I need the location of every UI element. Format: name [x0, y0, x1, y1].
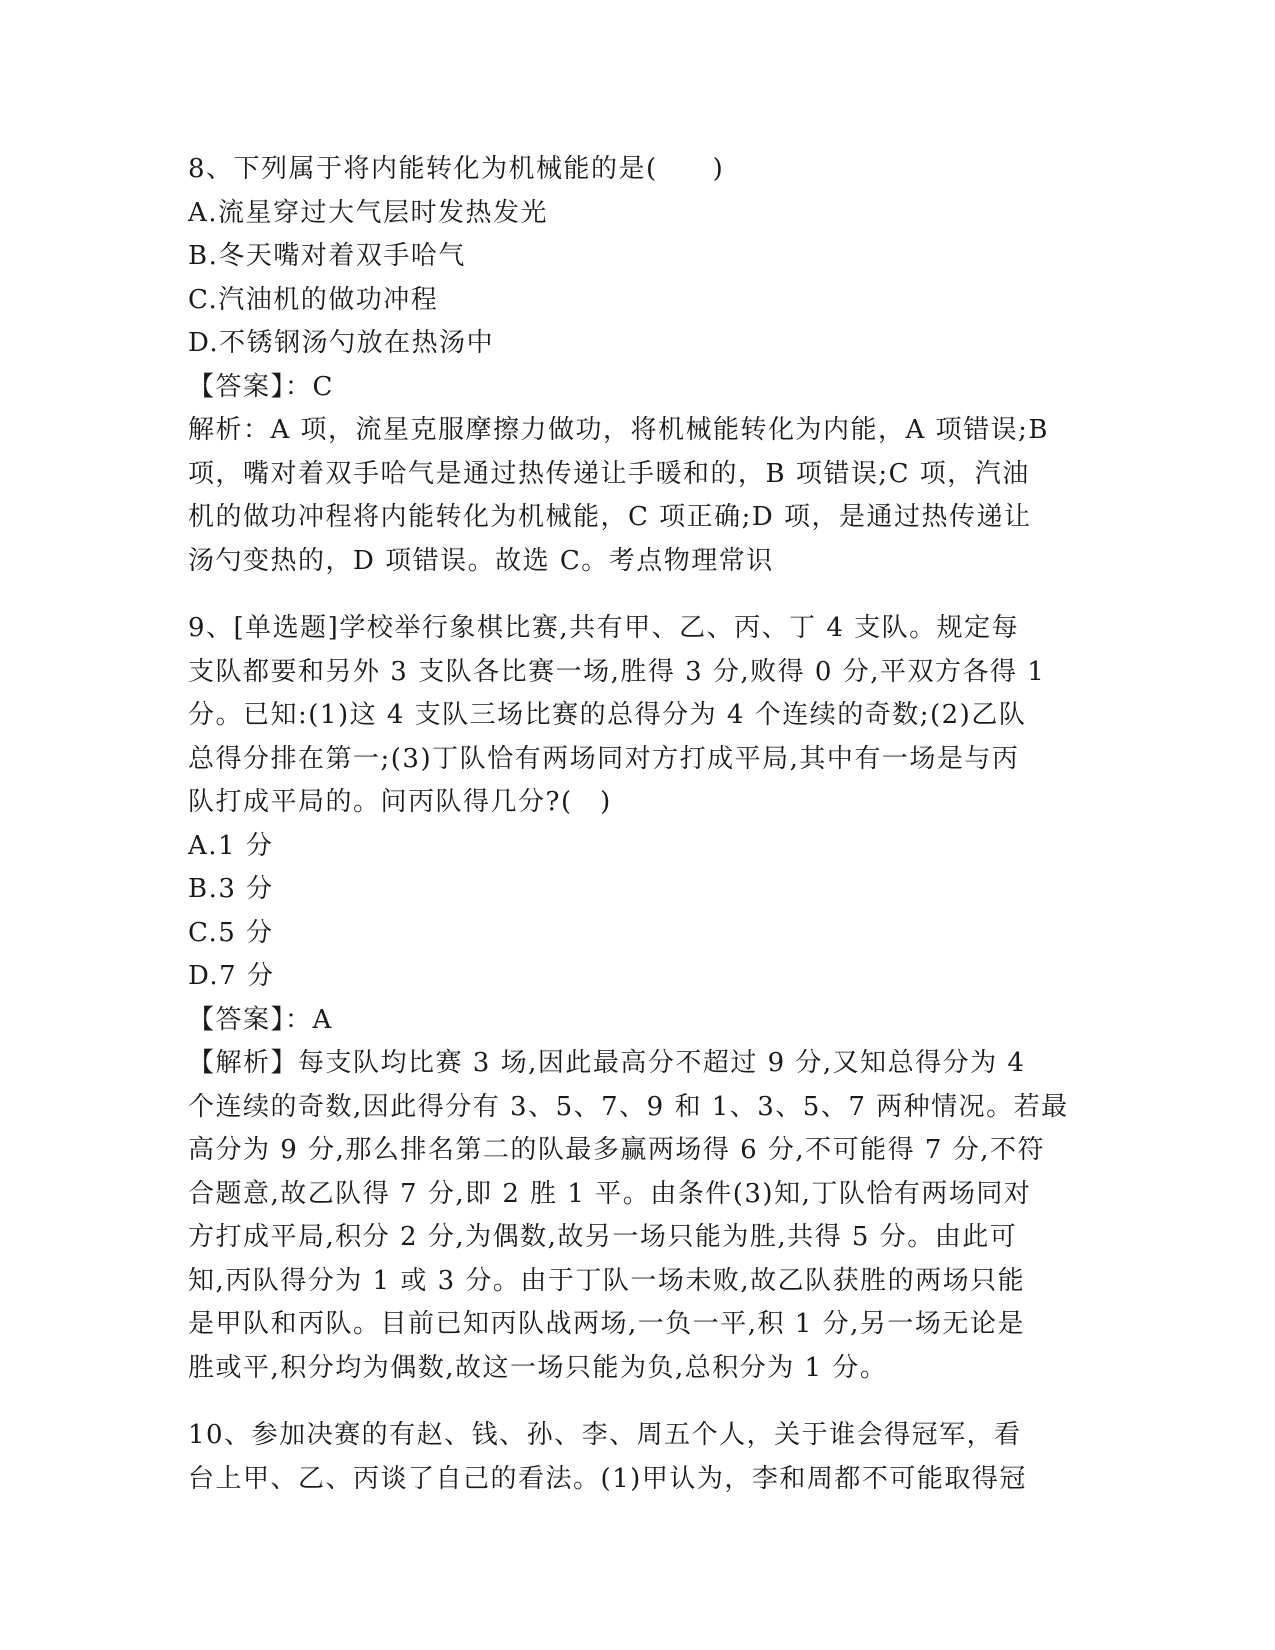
question-9-answer: 【答案】：A [188, 1004, 333, 1035]
question-8-option-d: D.不锈钢汤勺放在热汤中 [188, 328, 495, 358]
question-9-option-c: C.5 分 [188, 917, 274, 948]
question-9-stem-line: 分。已知:(1)这 4 支队三场比赛的总得分为 4 个连续的奇数;(2)乙队 [188, 700, 1027, 730]
question-8-analysis-line: 汤勺变热的，D 项错误。故选 C。考点物理常识 [188, 545, 774, 576]
question-9-analysis-line: 个连续的奇数,因此得分有 3、5、7、9 和 1、3、5、7 两种情况。若最 [188, 1091, 1069, 1122]
question-9-stem-line: 总得分排在第一;(3)丁队恰有两场同对方打成平局,其中有一场是与丙 [188, 743, 1020, 774]
question-8 [188, 148, 1078, 583]
question-8-stem: 8、下列属于将内能转化为机械能的是( ) [188, 154, 725, 184]
question-9-analysis-line: 知,丙队得分为 1 或 3 分。由于丁队一场未败,故乙队获胜的两场只能 [188, 1265, 1026, 1296]
question-9-analysis-line: 方打成平局,积分 2 分,为偶数,故另一场只能为胜,共得 5 分。由此可 [188, 1222, 1018, 1252]
question-8-option-b: B.冬天嘴对着双手哈气 [188, 241, 466, 271]
question-9-option-d: D.7 分 [188, 961, 275, 991]
question-10-stem-line: 10、参加决赛的有赵、钱、孙、李、周五个人，关于谁会得冠军，看 [188, 1420, 1022, 1450]
question-9-analysis-line: 是甲队和丙队。目前已知丙队战两场,一负一平,积 1 分,另一场无论是 [188, 1309, 1025, 1339]
question-9-analysis-line: 【解析】每支队均比赛 3 场,因此最高分不超过 9 分,又知总得分为 4 [188, 1048, 1026, 1078]
question-9-analysis-line: 高分为 9 分,那么排名第二的队最多赢两场得 6 分,不可能得 7 分,不符 [188, 1135, 1046, 1165]
question-9-stem-line: 队打成平局的。问丙队得几分?( ) [188, 787, 612, 817]
question-9 [188, 607, 1078, 1390]
question-9-option-b: B.3 分 [188, 874, 274, 904]
question-9-stem-line: 9、[单选题]学校举行象棋比赛,共有甲、乙、丙、丁 4 支队。规定每 [188, 613, 1020, 643]
question-8-analysis-line: 项，嘴对着双手哈气是通过热传递让手暖和的，B 项错误;C 项，汽油 [188, 458, 1030, 489]
question-8-option-a: A.流星穿过大气层时发热发光 [188, 197, 549, 228]
paragraph-gap [188, 1390, 1078, 1414]
question-9-analysis-line: 胜或平,积分均为偶数,故这一场只能为负,总积分为 1 分。 [188, 1352, 888, 1383]
question-10-stem-line: 台上甲、乙、丙谈了自己的看法。(1)甲认为，李和周都不可能取得冠 [188, 1463, 1027, 1494]
question-9-analysis-line: 合题意,故乙队得 7 分,即 2 胜 1 平。由条件(3)知,丁队恰有两场同对 [188, 1178, 1032, 1209]
document-content [188, 148, 1078, 1501]
question-9-stem-line: 支队都要和另外 3 支队各比赛一场,胜得 3 分,败得 0 分,平双方各得 1 [188, 656, 1046, 687]
question-8-analysis-line: 机的做功冲程将内能转化为机械能，C 项正确;D 项，是通过热传递让 [188, 502, 1032, 532]
question-8-analysis-line: 解析：A 项，流星克服摩擦力做功，将机械能转化为内能，A 项错误;B [188, 415, 1049, 445]
question-8-answer: 【答案】：C [188, 371, 334, 402]
question-10 [188, 1414, 1078, 1501]
question-9-option-a: A.1 分 [188, 830, 274, 861]
paragraph-gap [188, 583, 1078, 607]
question-8-option-c: C.汽油机的做功冲程 [188, 284, 439, 315]
